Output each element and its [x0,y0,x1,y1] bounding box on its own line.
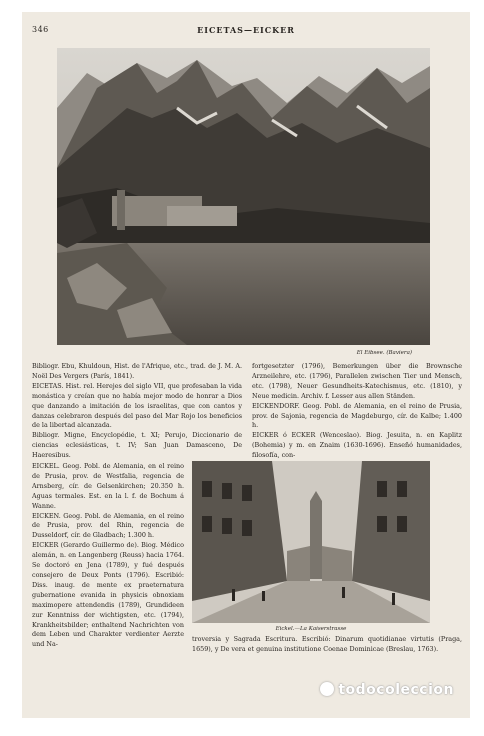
paragraph: Bibliogr. Ebu, Khuldoun, Hist. de l'Afrique, etc., trad. de J. M. A. Noël Des Vergers (París, 1841). [32,362,242,380]
book-page [22,12,470,718]
left-column-lower [32,462,184,650]
page-number: 346 [32,25,49,34]
right-column-upper [252,362,462,461]
paragraph: troversia y Sagrada Escritura. Escribió: Dinarum quotidianae virtutis (Praga, 1659), y De vera et genuina institutione Coenae Dominicae (Breslau, 1763). [192,635,462,653]
bottom-figure-caption: Eickel.—La Kaiserstrasse [275,626,347,632]
top-figure-caption: El Eibsee. (Baviera) [356,350,412,356]
paragraph: EICKEN. Geog. Pobl. de Alemania, en el reino de Prusia, prov. del Rhin, regencia de Dusseldorf, cír. de Gladbach; 1.300 h. [32,511,184,540]
paragraph: EICETAS. Hist. rel. Herejes del siglo VII, que profesaban la vida monástica y creían que no había mejor modo de honrar a Dios que danzando a imitación de los israelitas, que con cantos y danzas celebraron después del paso del Mar Rojo los beneficios de la libertad alcanzada. [32,381,242,430]
paragraph: EICKER ó ECKER (Wenceslao). Biog. Jesuita, n. en Kaplitz (Bohemia) y m. en Znaim (1630-1696). Enseñó humanidades, filosofía, con- [252,431,462,460]
watermark-text: todocoleccion [338,682,454,698]
watermark-logo-icon [320,682,334,696]
eibsee-lake-photo [57,48,430,345]
paragraph: EICKENDORF. Geog. Pobl. de Alemania, en el reino de Prusia, prov. de Sajonia, regencia de Magdeburgo, cír. de Kalbe; 1.400 h. [252,401,462,430]
right-column-lower [192,635,462,655]
paragraph: Bibliogr. Migne, Encyclopédie, t. XI; Perujo, Diccionario de ciencias eclesiásticas, t. IV; San Juan Damasceno, De Haeresibus. [32,431,242,460]
paragraph: EICKEL. Geog. Pobl. de Alemania, en el reino de Prusia, prov. de Westfalia, regencia de Arnsberg, cír. de Gelsenkirchen; 20.350 h. Aguas termales. Est. en la l. f. de Bochum á Wanne. [32,462,184,510]
paragraph: EICKER (Gerardo Guillermo de). Biog. Médico alemán, n. en Langenberg (Reuss) hacia 1764. Se doctoró en Jena (1789), y fué después consejero de Deux Ponts (1796). Escribió: Diss. inaug. de mente ex praeternatura gubernatione evanida in physicis obnoxiam maximopere attendendis (1789), Grundideen zur Kenntniss der wichtigsten, etc. (1794), Krankheitsbilder; enthaltend Nachrichten von dem Leben und Charakter verdienter Aerzte und Na- [32,541,184,649]
left-column-upper [32,362,242,461]
todocoleccion-watermark [320,682,454,698]
paragraph: fortgesetzter (1796), Bemerkungen über die Brownsche Arzneilehre, etc. (1796), Parallelen zwischen Tier und Mensch, etc. (1798), Neuer Gesundheits-Katechismus, etc. (1810), y Neue medicin. Archiv. f. Lesser aus allen Ständen. [252,362,462,400]
running-header: EICETAS—EICKER [197,25,295,35]
kaiserstrasse-photo [192,461,430,623]
